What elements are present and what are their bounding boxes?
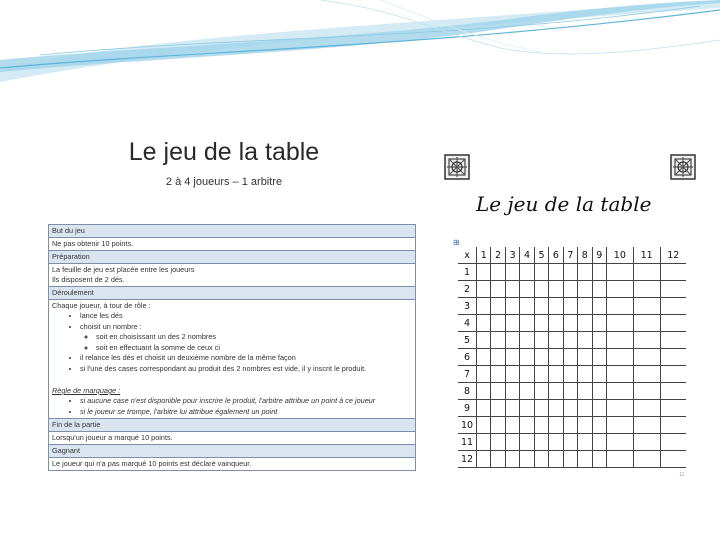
grid-row <box>458 298 686 315</box>
grid-cell[interactable] <box>549 434 563 451</box>
section-text-gagnant: Le joueur qui n'a pas marqué 10 points est déclaré vainqueur. <box>49 458 416 471</box>
grid-cell[interactable] <box>606 400 633 417</box>
grid-row-header: 10 <box>458 417 477 434</box>
grid-cell[interactable] <box>477 281 491 298</box>
grid-cell[interactable] <box>633 298 660 315</box>
grid-cell[interactable] <box>505 264 519 281</box>
prep-line-1: La feuille de jeu est placée entre les joueurs <box>52 265 195 274</box>
grid-cell[interactable] <box>592 417 606 434</box>
grid-cell[interactable] <box>578 281 592 298</box>
grid-cell[interactable] <box>491 349 505 366</box>
grid-cell[interactable] <box>491 366 505 383</box>
grid-cell[interactable] <box>534 417 548 434</box>
grid-corner-cell: x <box>458 247 477 264</box>
grid-row <box>458 264 686 281</box>
grid-cell[interactable] <box>578 383 592 400</box>
grid-cell[interactable] <box>505 417 519 434</box>
section-text-fin: Lorsqu'un joueur a marqué 10 points. <box>49 432 416 445</box>
grid-column-header: 12 <box>660 247 686 264</box>
corner-mark-icon: □ <box>680 472 684 478</box>
grid-cell[interactable] <box>606 298 633 315</box>
grid-cell[interactable] <box>549 417 563 434</box>
grid-cell[interactable] <box>660 417 686 434</box>
grid-cell[interactable] <box>563 417 577 434</box>
grid-cell[interactable] <box>520 417 534 434</box>
list-item: • il relance les dés et choisit un deuxième nombre de la même façon <box>80 353 412 364</box>
grid-cell[interactable] <box>534 298 548 315</box>
game-sheet-title: Le jeu de la table <box>476 192 652 216</box>
grid-cell[interactable] <box>520 264 534 281</box>
grid-column-header: 4 <box>520 247 534 264</box>
grid-cell[interactable] <box>578 417 592 434</box>
grid-cell[interactable] <box>660 451 686 468</box>
grid-cell[interactable] <box>592 366 606 383</box>
grid-cell[interactable] <box>534 315 548 332</box>
grid-cell[interactable] <box>633 434 660 451</box>
list-item-label: choisit un nombre : <box>80 321 142 331</box>
grid-cell[interactable] <box>578 434 592 451</box>
list-item: • si aucune case n'est disponible pour inscrire le produit, l'arbitre attribue un point à ce joueur <box>80 396 412 407</box>
grid-row-header: 9 <box>458 400 477 417</box>
decorative-wave-banner <box>0 0 720 90</box>
grid-cell[interactable] <box>563 298 577 315</box>
grid-cell[interactable] <box>606 264 633 281</box>
grid-cell[interactable] <box>505 281 519 298</box>
marquage-title: Règle de marquage : <box>52 386 121 395</box>
grid-cell[interactable] <box>534 400 548 417</box>
grid-cell[interactable] <box>606 417 633 434</box>
grid-cell[interactable] <box>660 434 686 451</box>
grid-cell[interactable] <box>563 451 577 468</box>
grid-column-header: 1 <box>477 247 491 264</box>
grid-cell[interactable] <box>520 332 534 349</box>
grid-cell[interactable] <box>491 264 505 281</box>
grid-row <box>458 315 686 332</box>
grid-cell[interactable] <box>520 298 534 315</box>
list-item: • lance les dés <box>80 311 412 322</box>
deroulement-list <box>52 311 412 374</box>
grid-cell[interactable] <box>606 349 633 366</box>
grid-cell[interactable] <box>505 400 519 417</box>
section-text-but: Ne pas obtenir 10 points. <box>49 238 416 251</box>
grid-cell[interactable] <box>592 264 606 281</box>
grid-cell[interactable] <box>549 264 563 281</box>
grid-cell[interactable] <box>592 383 606 400</box>
grid-cell[interactable] <box>633 332 660 349</box>
grid-row-header: 1 <box>458 264 477 281</box>
section-header-gagnant: Gagnant <box>49 445 416 458</box>
grid-row-header: 6 <box>458 349 477 366</box>
grid-cell[interactable] <box>477 400 491 417</box>
sub-list-item: ◦ soit en effectuant la somme de ceux ci <box>96 343 412 354</box>
grid-cell[interactable] <box>578 264 592 281</box>
grid-cell[interactable] <box>578 315 592 332</box>
grid-cell[interactable] <box>549 332 563 349</box>
grid-cell[interactable] <box>549 383 563 400</box>
grid-cell[interactable] <box>563 264 577 281</box>
grid-cell[interactable] <box>491 451 505 468</box>
grid-row <box>458 417 686 434</box>
grid-cell[interactable] <box>633 366 660 383</box>
grid-cell[interactable] <box>563 281 577 298</box>
grid-cell[interactable] <box>660 400 686 417</box>
grid-cell[interactable] <box>633 315 660 332</box>
grid-cell[interactable] <box>520 349 534 366</box>
grid-cell[interactable] <box>606 383 633 400</box>
grid-cell[interactable] <box>549 281 563 298</box>
grid-cell[interactable] <box>549 400 563 417</box>
grid-cell[interactable] <box>534 434 548 451</box>
grid-cell[interactable] <box>491 332 505 349</box>
grid-column-header: 11 <box>633 247 660 264</box>
grid-row-header: 11 <box>458 434 477 451</box>
grid-cell[interactable] <box>520 400 534 417</box>
grid-cell[interactable] <box>563 332 577 349</box>
grid-row-header: 4 <box>458 315 477 332</box>
grid-cell[interactable] <box>477 315 491 332</box>
grid-cell[interactable] <box>477 417 491 434</box>
grid-column-header: 6 <box>549 247 563 264</box>
grid-cell[interactable] <box>491 434 505 451</box>
sub-list <box>80 332 412 353</box>
grid-header-row <box>458 247 686 264</box>
grid-cell[interactable] <box>477 451 491 468</box>
grid-cell[interactable] <box>633 281 660 298</box>
grid-cell[interactable] <box>549 366 563 383</box>
grid-cell[interactable] <box>505 434 519 451</box>
grid-cell[interactable] <box>563 366 577 383</box>
rules-subtitle: 2 à 4 joueurs – 1 arbitre <box>165 176 283 188</box>
grid-row-header: 8 <box>458 383 477 400</box>
grid-cell[interactable] <box>592 315 606 332</box>
grid-cell[interactable] <box>633 400 660 417</box>
grid-row-header: 12 <box>458 451 477 468</box>
grid-column-header: 7 <box>563 247 577 264</box>
grid-cell[interactable] <box>491 400 505 417</box>
game-sheet <box>436 146 706 486</box>
grid-cell[interactable] <box>505 298 519 315</box>
grid-cell[interactable] <box>520 434 534 451</box>
section-text-preparation <box>49 264 416 287</box>
grid-cell[interactable] <box>660 349 686 366</box>
grid-row-header: 7 <box>458 366 477 383</box>
grid-cell[interactable] <box>660 366 686 383</box>
grid-cell[interactable] <box>534 366 548 383</box>
grid-cell[interactable] <box>563 400 577 417</box>
grid-cell[interactable] <box>491 417 505 434</box>
grid-column-header: 3 <box>505 247 519 264</box>
section-header-but: But du jeu <box>49 225 416 238</box>
grid-cell[interactable] <box>592 332 606 349</box>
grid-cell[interactable] <box>660 264 686 281</box>
grid-cell[interactable] <box>592 349 606 366</box>
grid-cell[interactable] <box>549 349 563 366</box>
grid-cell[interactable] <box>534 451 548 468</box>
grid-column-header: 9 <box>592 247 606 264</box>
prep-line-2: Ils disposent de 2 dés. <box>52 275 125 284</box>
grid-cell[interactable] <box>534 349 548 366</box>
grid-cell[interactable] <box>592 298 606 315</box>
grid-cell[interactable] <box>606 281 633 298</box>
grid-cell[interactable] <box>505 332 519 349</box>
grid-cell[interactable] <box>477 349 491 366</box>
list-item <box>80 322 412 354</box>
grid-cell[interactable] <box>520 281 534 298</box>
grid-cell[interactable] <box>491 383 505 400</box>
section-header-deroulement: Déroulement <box>49 287 416 300</box>
grid-cell[interactable] <box>660 281 686 298</box>
grid-cell[interactable] <box>633 349 660 366</box>
grid-cell[interactable] <box>534 383 548 400</box>
grid-cell[interactable] <box>505 383 519 400</box>
grid-cell[interactable] <box>505 366 519 383</box>
grid-column-header: 8 <box>578 247 592 264</box>
grid-row-header: 3 <box>458 298 477 315</box>
grid-row <box>458 451 686 468</box>
grid-cell[interactable] <box>660 383 686 400</box>
grid-column-header: 5 <box>534 247 548 264</box>
grid-cell[interactable] <box>534 264 548 281</box>
grid-cell[interactable] <box>563 383 577 400</box>
grid-cell[interactable] <box>549 315 563 332</box>
grid-cell[interactable] <box>578 366 592 383</box>
grid-cell[interactable] <box>520 383 534 400</box>
grid-cell[interactable] <box>606 434 633 451</box>
grid-cell[interactable] <box>606 315 633 332</box>
grid-cell[interactable] <box>505 451 519 468</box>
deroulement-intro: Chaque joueur, à tour de rôle : <box>52 301 151 310</box>
celtic-knot-icon <box>444 154 470 180</box>
section-header-fin: Fin de la partie <box>49 419 416 432</box>
grid-cell[interactable] <box>477 298 491 315</box>
rules-document <box>28 134 420 506</box>
grid-cell[interactable] <box>477 434 491 451</box>
grid-cell[interactable] <box>578 349 592 366</box>
celtic-knot-icon <box>670 154 696 180</box>
rules-table <box>48 224 416 471</box>
grid-row-header: 5 <box>458 332 477 349</box>
grid-cell[interactable] <box>606 451 633 468</box>
grid-cell[interactable] <box>505 349 519 366</box>
grid-cell[interactable] <box>549 451 563 468</box>
grid-cell[interactable] <box>592 400 606 417</box>
list-item: • si le joueur se trompe, l'arbitre lui attribue également un point <box>80 407 412 418</box>
grid-cell[interactable] <box>563 315 577 332</box>
grid-cell[interactable] <box>563 434 577 451</box>
grid-cell[interactable] <box>606 366 633 383</box>
grid-cell[interactable] <box>477 383 491 400</box>
grid-column-header: 2 <box>491 247 505 264</box>
grid-cell[interactable] <box>592 281 606 298</box>
grid-cell[interactable] <box>633 417 660 434</box>
grid-cell[interactable] <box>592 451 606 468</box>
grid-cell[interactable] <box>633 264 660 281</box>
grid-cell[interactable] <box>633 451 660 468</box>
grid-column-header: 10 <box>606 247 633 264</box>
grid-cell[interactable] <box>592 434 606 451</box>
grid-cell[interactable] <box>477 366 491 383</box>
grid-cell[interactable] <box>491 298 505 315</box>
grid-row <box>458 400 686 417</box>
grid-cell[interactable] <box>660 332 686 349</box>
grid-cell[interactable] <box>505 315 519 332</box>
grid-row <box>458 349 686 366</box>
grid-cell[interactable] <box>520 366 534 383</box>
grid-cell[interactable] <box>534 281 548 298</box>
grid-cell[interactable] <box>578 451 592 468</box>
grid-cell[interactable] <box>491 315 505 332</box>
grid-cell[interactable] <box>660 315 686 332</box>
grid-row <box>458 281 686 298</box>
section-header-preparation: Préparation <box>49 251 416 264</box>
rules-title: Le jeu de la table <box>128 138 320 166</box>
grid-row <box>458 366 686 383</box>
grid-cell[interactable] <box>491 281 505 298</box>
grid-cell[interactable] <box>578 298 592 315</box>
grid-cell[interactable] <box>660 298 686 315</box>
grid-cell[interactable] <box>606 332 633 349</box>
grid-cell[interactable] <box>477 332 491 349</box>
grid-cell[interactable] <box>549 298 563 315</box>
grid-cell[interactable] <box>578 400 592 417</box>
marquage-list <box>52 396 412 417</box>
grid-cell[interactable] <box>633 383 660 400</box>
grid-row <box>458 332 686 349</box>
grid-cell[interactable] <box>477 264 491 281</box>
grid-row <box>458 383 686 400</box>
multiplication-grid <box>458 247 686 468</box>
table-anchor-icon: ⊞ <box>453 238 460 247</box>
section-text-deroulement <box>49 300 416 419</box>
grid-cell[interactable] <box>534 332 548 349</box>
grid-row <box>458 434 686 451</box>
sub-list-item: ◦ soit en choisissant un des 2 nombres <box>96 332 412 343</box>
list-item: • si l'une des cases correspondant au produit des 2 nombres est vide, il y inscrit le produit. <box>80 364 412 375</box>
grid-cell[interactable] <box>520 315 534 332</box>
grid-cell[interactable] <box>520 451 534 468</box>
grid-cell[interactable] <box>563 349 577 366</box>
grid-row-header: 2 <box>458 281 477 298</box>
grid-cell[interactable] <box>578 332 592 349</box>
